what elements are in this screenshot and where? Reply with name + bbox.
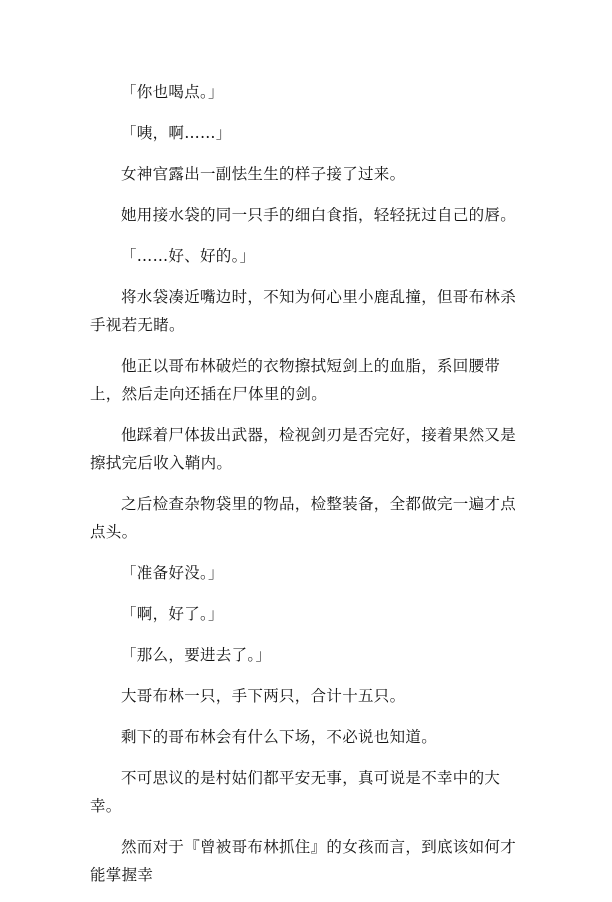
- paragraph-15: 不可思议的是村姑们都平安无事，真可说是不幸中的大幸。: [90, 769, 501, 815]
- paragraph-9: 之后检查杂物袋里的物品，检整装备，全都做完一遍才点点头。: [90, 495, 517, 541]
- paragraph-16: 然而对于『曾被哥布林抓住』的女孩而言，到底该如何才能掌握幸: [90, 838, 517, 884]
- paragraph-12: 「那么，要进去了。」: [121, 646, 272, 664]
- paragraph-5: 「……好、好的。」: [121, 247, 256, 265]
- paragraph-3: 女神官露出一副怯生生的样子接了过来。: [121, 165, 406, 183]
- paragraph-8: 他踩着尸体拔出武器，检视剑刃是否完好，接着果然又是擦拭完后收入鞘内。: [90, 426, 517, 472]
- paragraph-6: 将水袋凑近嘴边时，不知为何心里小鹿乱撞，但哥布林杀手视若无睹。: [90, 288, 517, 334]
- paragraph-7: 他正以哥布林破烂的衣物擦拭短剑上的血脂，系回腰带上，然后走向还插在尸体里的剑。: [90, 357, 501, 403]
- paragraph-13: 大哥布林一只，手下两只，合计十五只。: [121, 687, 406, 705]
- paragraph-1: 「你也喝点。」: [121, 83, 224, 101]
- paragraph-14: 剩下的哥布林会有什么下场，不必说也知道。: [121, 728, 438, 746]
- paragraph-10: 「准备好没。」: [121, 564, 224, 582]
- paragraph-11: 「啊，好了。」: [121, 605, 224, 623]
- paragraph-2: 「咦，啊……」: [121, 124, 232, 142]
- paragraph-4: 她用接水袋的同一只手的细白食指，轻轻抚过自己的唇。: [121, 206, 517, 224]
- body-text: [90, 78, 522, 902]
